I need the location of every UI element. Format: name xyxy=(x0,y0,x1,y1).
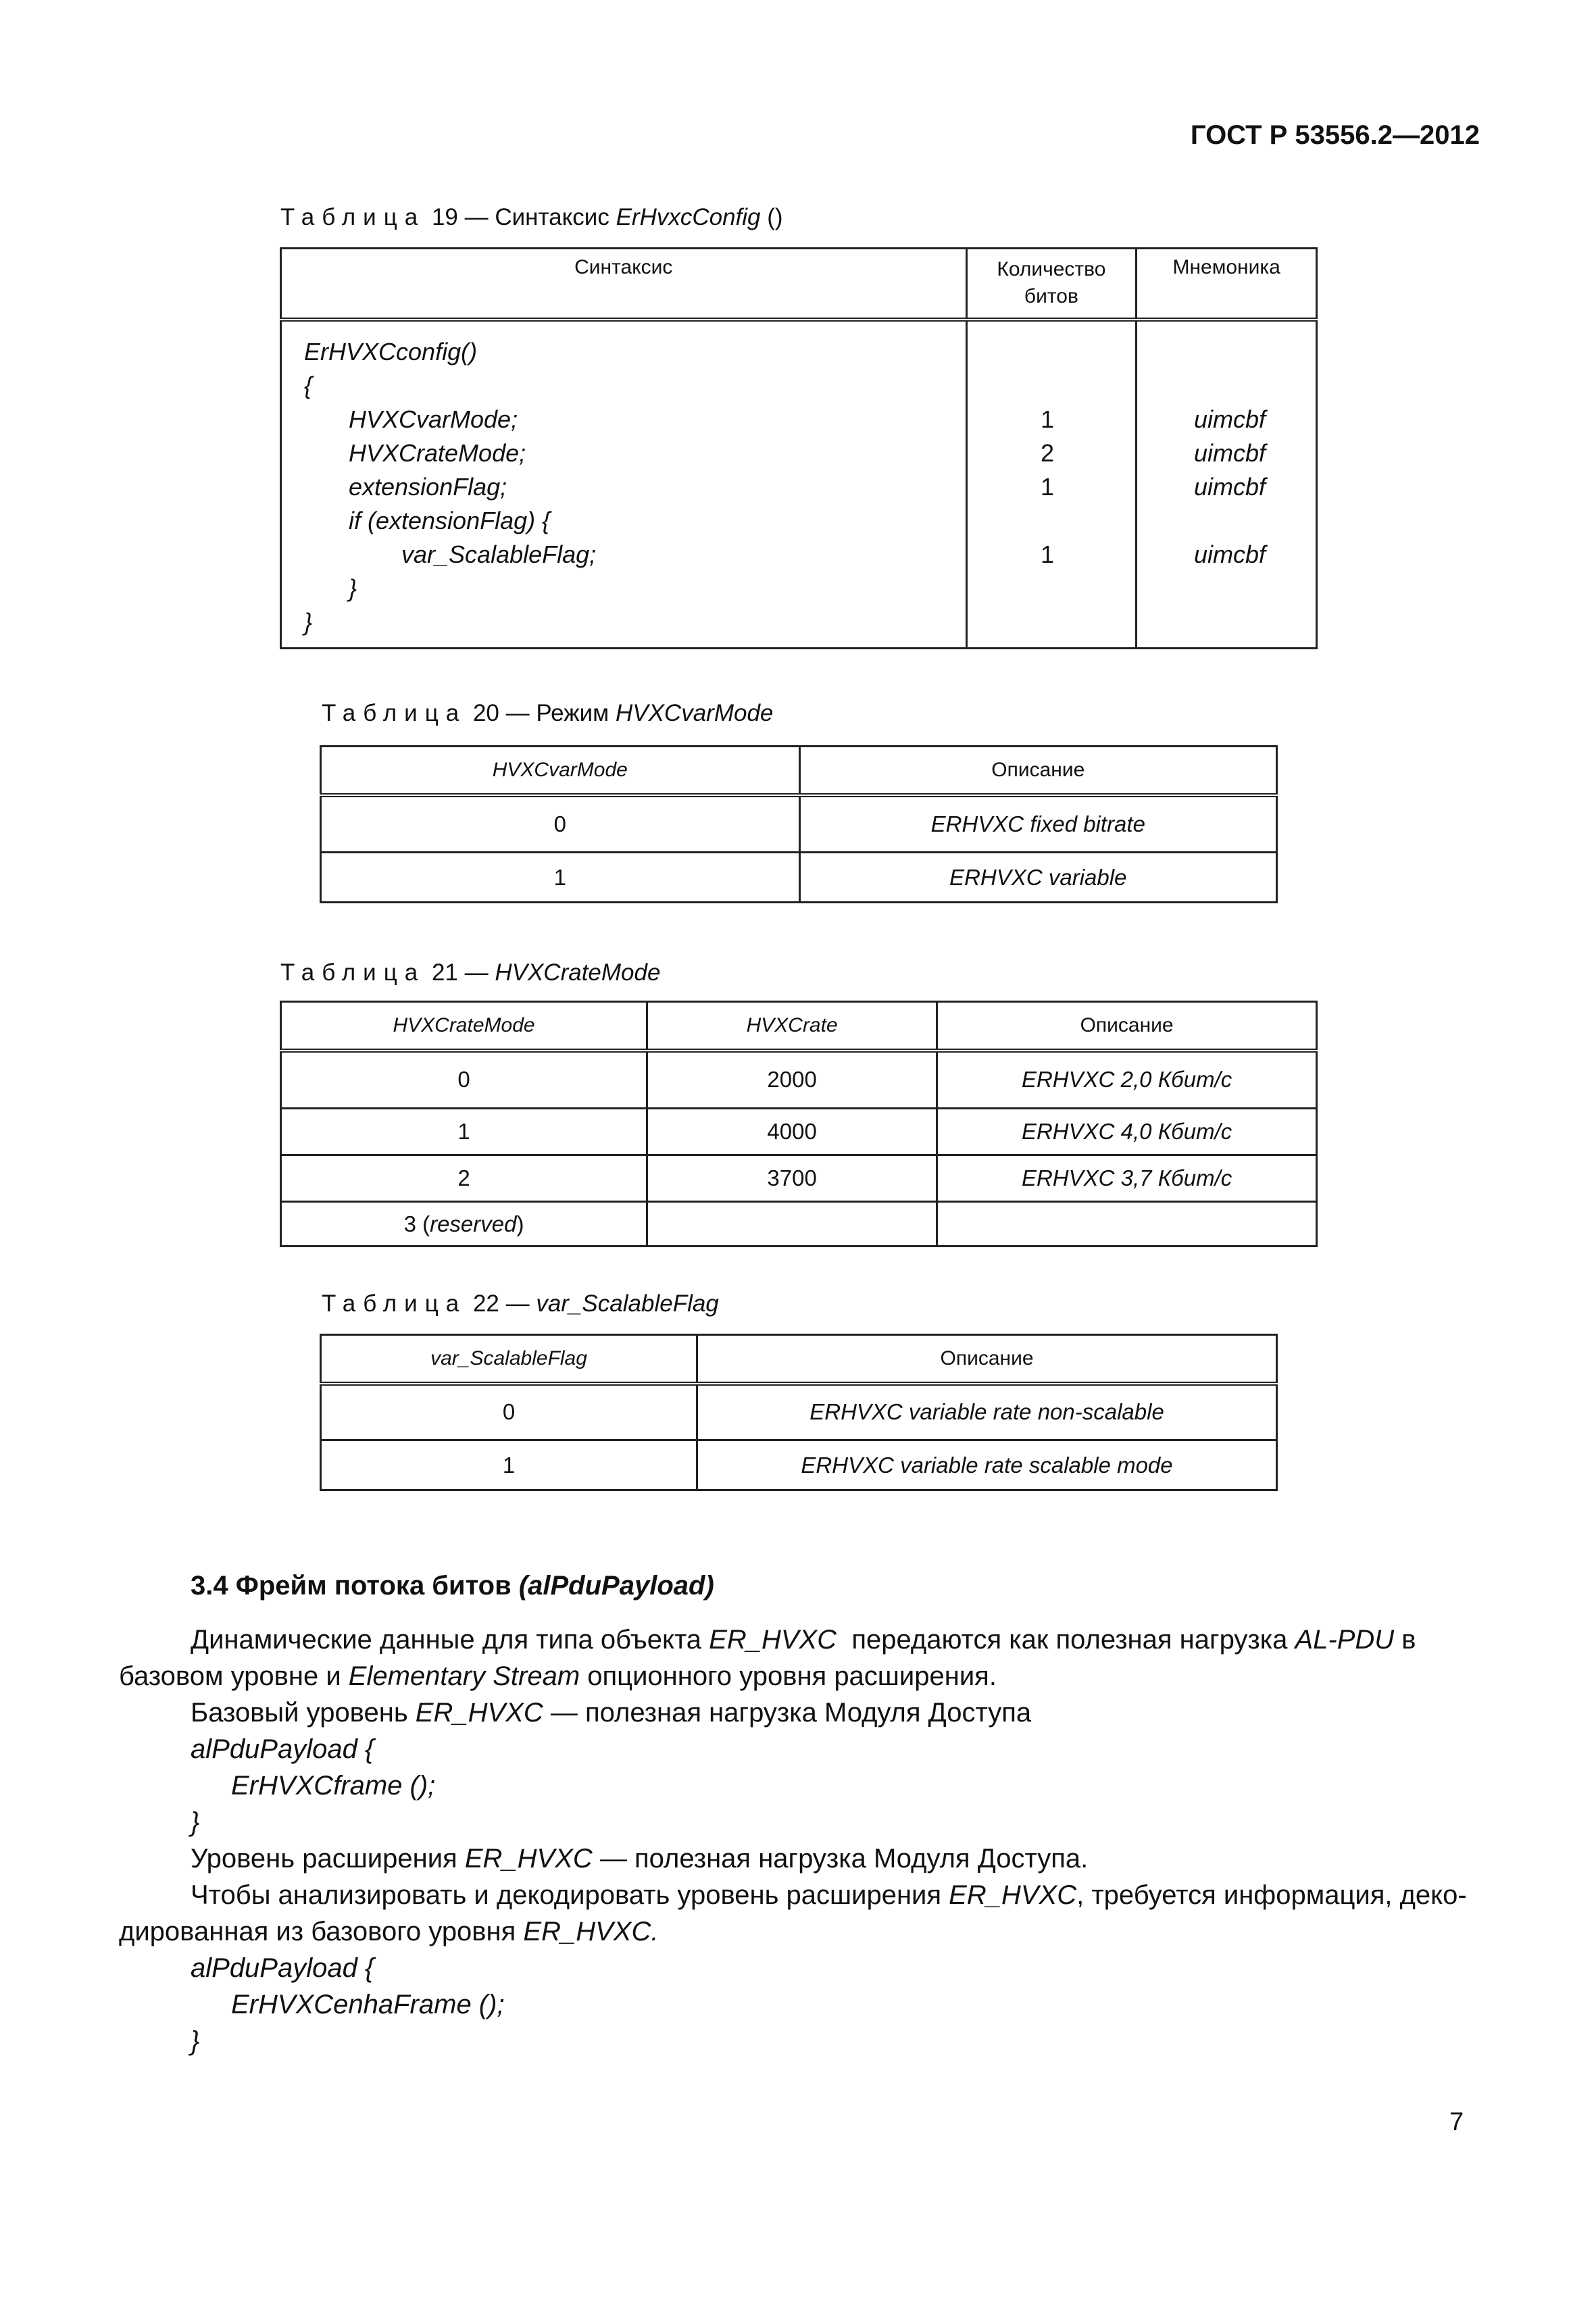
table-row xyxy=(321,853,1277,903)
paragraph-line xyxy=(119,1913,658,1950)
column-header-mnemonic xyxy=(1137,249,1317,320)
text-span: , требуется информация, деко- xyxy=(1076,1880,1467,1910)
mnemonic-value: uimcbf xyxy=(1193,405,1266,433)
paragraph-line xyxy=(191,1694,1031,1731)
caption-name: var_ScalableFlag xyxy=(536,1290,719,1317)
column-header-bits xyxy=(966,249,1137,320)
column-header-mode: HVXCvarMode xyxy=(321,747,800,795)
table-row xyxy=(321,1384,1277,1440)
flag-cell: 0 xyxy=(321,1384,697,1440)
code-line: extensionFlag; xyxy=(349,473,507,501)
code-line: alPduPayload { xyxy=(191,1734,374,1764)
mnemonic-value: uimcbf xyxy=(1193,439,1266,467)
code-line: HVXCrateMode; xyxy=(349,439,526,467)
text-span: Динамические данные для типа объекта xyxy=(191,1625,709,1655)
text-span: AL-PDU xyxy=(1295,1625,1395,1655)
code-line: ErHVXCenhaFrame (); xyxy=(231,1990,505,2019)
column-header-rate: HVXCrate xyxy=(647,1002,937,1051)
text-span: базовом уровне и xyxy=(119,1661,349,1691)
description-cell: ERHVXC variable xyxy=(799,853,1276,903)
bits-value: 1 xyxy=(1040,405,1055,433)
paragraph-line xyxy=(191,1840,1088,1877)
text-span: ER_HVXC xyxy=(709,1625,837,1655)
code-line: var_ScalableFlag; xyxy=(401,540,597,568)
rate-cell: 4000 xyxy=(647,1109,937,1155)
text-span: ER_HVXC. xyxy=(523,1917,659,1946)
column-header-label: битов xyxy=(1024,285,1078,307)
section-title: 3.4 Фрейм потока битов xyxy=(191,1571,519,1601)
document-id: ГОСТ Р 53556.2—2012 xyxy=(1190,120,1480,150)
rate-cell xyxy=(647,1202,937,1247)
caption-text: 21 — xyxy=(425,959,495,986)
section-heading xyxy=(191,1571,714,1601)
table21-caption xyxy=(280,959,660,986)
caption-prefix: Таблица xyxy=(322,700,467,726)
code-line: } xyxy=(191,1807,200,1837)
caption-text: 22 — xyxy=(466,1290,537,1317)
caption-text: 20 — Режим xyxy=(466,700,616,726)
bits-value: 1 xyxy=(1040,473,1055,501)
column-header-label: Синтаксис xyxy=(574,256,673,278)
table21 xyxy=(280,1001,1318,1247)
table-row xyxy=(321,1440,1277,1490)
column-header-label: Мнемоника xyxy=(1172,256,1280,278)
paragraph-line xyxy=(191,1877,1467,1913)
column-header-mode: HVXCrateMode xyxy=(281,1002,647,1051)
code-line: ErHVXCframe (); xyxy=(231,1771,436,1801)
text-span: Уровень расширения xyxy=(191,1844,465,1873)
reserved-word: reserved xyxy=(430,1211,517,1236)
reserved-number: 3 ( xyxy=(403,1211,430,1236)
text-span: — полезная нагрузка Модуля Доступа xyxy=(543,1698,1032,1728)
column-header-flag: var_ScalableFlag xyxy=(321,1335,697,1384)
code-line: } xyxy=(191,2026,200,2056)
mnemonic-value: uimcbf xyxy=(1193,473,1266,501)
table22 xyxy=(320,1334,1278,1491)
code-line: HVXCvarMode; xyxy=(349,405,518,433)
text-span: ER_HVXC xyxy=(415,1698,543,1728)
description-cell: ERHVXC variable rate scalable mode xyxy=(697,1440,1277,1490)
description-cell: ERHVXC 3,7 Кбит/с xyxy=(937,1155,1317,1202)
caption-name: HVXCvarMode xyxy=(615,700,774,726)
column-header-description: Описание xyxy=(937,1002,1317,1051)
text-span: ER_HVXC xyxy=(464,1844,593,1873)
page-number: 7 xyxy=(1449,2108,1464,2136)
paragraph-line xyxy=(119,1658,997,1694)
text-span: Elementary Stream xyxy=(348,1661,580,1691)
caption-suffix: () xyxy=(760,204,783,230)
description-cell: ERHVXC 2,0 Кбит/с xyxy=(937,1051,1317,1109)
table-row xyxy=(281,1202,1317,1247)
text-span: передаются как полезная нагрузка xyxy=(837,1625,1295,1655)
bits-value: 2 xyxy=(1040,439,1055,467)
description-cell: ERHVXC variable rate non-scalable xyxy=(697,1384,1277,1440)
description-cell: ERHVXC 4,0 Кбит/с xyxy=(937,1109,1317,1155)
paragraph-line xyxy=(191,1621,1416,1658)
text-span: Чтобы анализировать и декодировать уровень расширения xyxy=(191,1880,949,1910)
caption-text: 19 — Синтаксис xyxy=(425,204,616,230)
code-line: alPduPayload { xyxy=(191,1953,374,1983)
table20-caption xyxy=(322,700,773,727)
text-span: ER_HVXC xyxy=(949,1880,1077,1910)
mnemonic-value: uimcbf xyxy=(1193,540,1266,568)
caption-prefix: Таблица xyxy=(280,959,426,986)
code-line: } xyxy=(349,574,357,602)
table20 xyxy=(320,745,1278,903)
description-cell xyxy=(937,1202,1317,1247)
table19-caption xyxy=(280,204,783,231)
mode-cell xyxy=(281,1202,647,1247)
mode-cell: 2 xyxy=(281,1155,647,1202)
code-line: ErHVXCconfig() xyxy=(304,338,478,366)
mode-cell: 1 xyxy=(281,1109,647,1155)
code-line: } xyxy=(304,608,313,636)
column-header-description: Описание xyxy=(697,1335,1277,1384)
text-span: в xyxy=(1394,1625,1416,1655)
column-header-description: Описание xyxy=(799,747,1276,795)
flag-cell: 1 xyxy=(321,1440,697,1490)
column-header-label: Количество xyxy=(997,258,1106,280)
caption-prefix: Таблица xyxy=(322,1290,467,1317)
code-line: if (extensionFlag) { xyxy=(349,507,551,534)
mode-cell: 0 xyxy=(321,795,800,853)
text-span: опционного уровня расширения. xyxy=(580,1661,997,1691)
table-row xyxy=(281,1155,1317,1202)
caption-prefix: Таблица xyxy=(280,204,426,230)
column-header-syntax xyxy=(281,249,967,320)
code-line: { xyxy=(304,372,313,399)
section-title-italic: (alPduPayload) xyxy=(518,1571,714,1601)
mode-cell: 1 xyxy=(321,853,800,903)
table-row xyxy=(281,1109,1317,1155)
bits-value: 1 xyxy=(1040,540,1055,568)
rate-cell: 3700 xyxy=(647,1155,937,1202)
table-row xyxy=(321,795,1277,853)
description-cell: ERHVXC fixed bitrate xyxy=(799,795,1276,853)
text-span: Базовый уровень xyxy=(191,1698,416,1728)
reserved-close: ) xyxy=(516,1211,524,1236)
mode-cell: 0 xyxy=(281,1051,647,1109)
text-span: дированная из базового уровня xyxy=(119,1917,524,1946)
table-row xyxy=(281,1051,1317,1109)
caption-name: HVXCrateMode xyxy=(495,959,661,986)
text-span: — полезная нагрузка Модуля Доступа. xyxy=(592,1844,1089,1873)
rate-cell: 2000 xyxy=(647,1051,937,1109)
caption-name: ErHvxcConfig xyxy=(616,204,761,230)
table22-caption xyxy=(322,1290,719,1317)
